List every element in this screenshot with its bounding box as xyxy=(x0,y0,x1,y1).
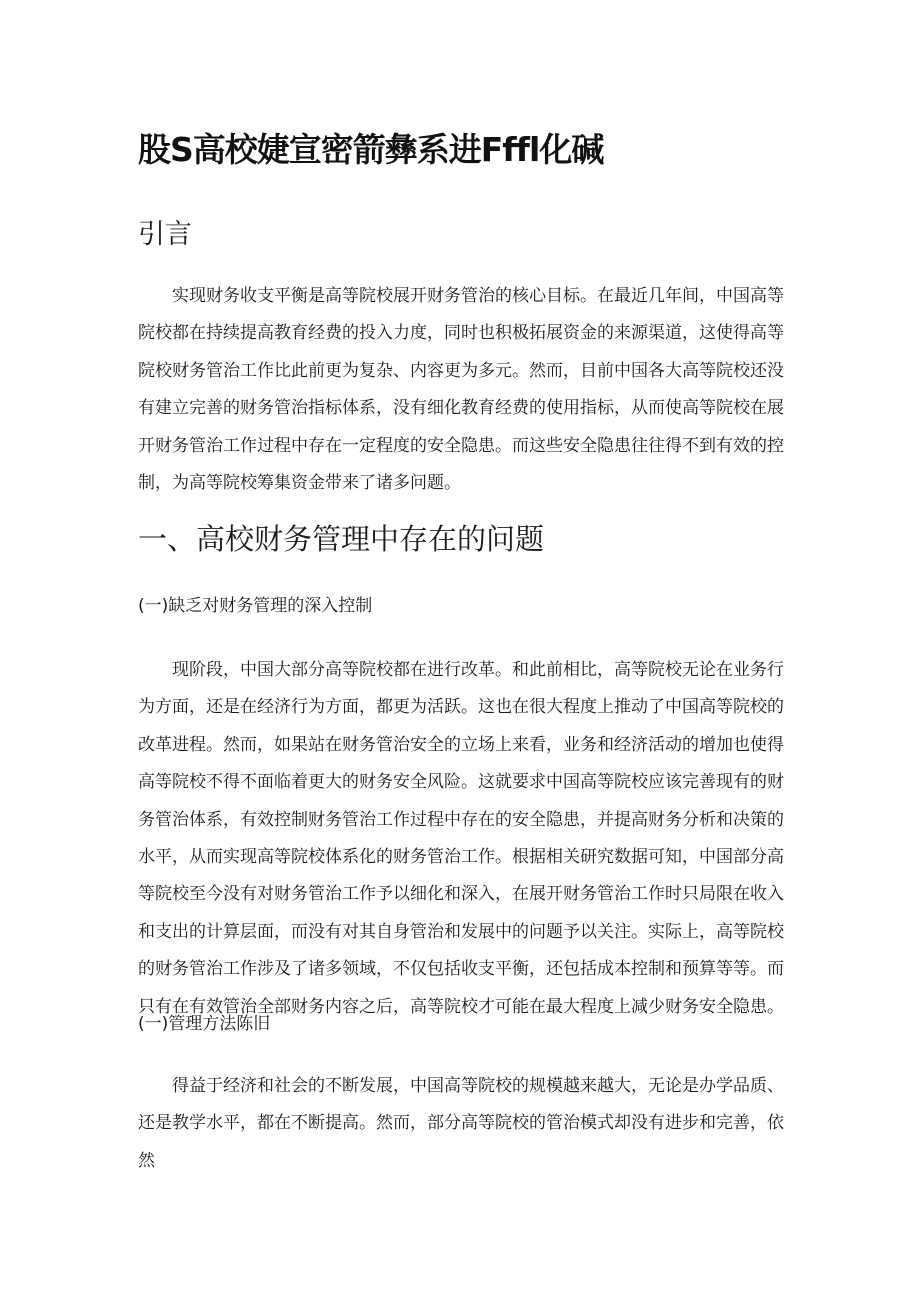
section-heading: 一、高校财务管理中存在的问题 xyxy=(138,522,545,556)
subsection-heading: (一)缺乏对财务管理的深入控制 xyxy=(138,596,373,616)
body-paragraph: 得益于经济和社会的不断发展，中国高等院校的规模越来越大，无论是办学品质、还是教学水平，都在不断提高。然而，部分高等院校的管治模式却没有进步和完善，依然 xyxy=(138,1076,784,1171)
subsection-heading: (一)管理方法陈旧 xyxy=(138,1014,271,1034)
intro-heading: 引言 xyxy=(138,219,192,250)
intro-paragraph: 实现财务收支平衡是高等院校展开财务管治的核心目标。在最近几年间，中国高等院校都在持续提高教育经费的投入力度，同时也积极拓展资金的来源渠道，这使得高等院校财务管治工作比此前更为复杂、内容更为多元。然而，目前中国各大高等院校还没有建立完善的财务管治指标体系，没有细化教育经费的使用指标，从而使高等院校在展开财务管治工作过程中存在一定程度的安全隐患。而这些安全隐患往往得不到有效的控制，为高等院校筹集资金带来了诸多问题。 xyxy=(138,286,784,494)
body-paragraph: 现阶段，中国大部分高等院校都在进行改革。和此前相比，高等院校无论在业务行为方面，还是在经济行为方面，都更为活跃。这也在很大程度上推动了中国高等院校的改革进程。然而，如果站在财务管治安全的立场上来看，业务和经济活动的增加也使得高等院校不得不面临着更大的财务安全风险。这就要求中国高等院校应该完善现有的财务管治体系，有效控制财务管治工作过程中存在的安全隐患，并提高财务分析和决策的水平，从而实现高等院校体系化的财务管治工作。根据相关研究数据可知，中国部分高等院校至今没有对财务管治工作予以细化和深入，在展开财务管治工作时只局限在收入和支出的计算层面，而没有对其自身管治和发展中的问题予以关注。实际上，高等院校的财务管治工作涉及了诸多领域，不仅包括收支平衡，还包括成本控制和预算等等。而只有在有效管治全部财务内容之后，高等院校才可能在最大程度上减少财务安全隐患。 xyxy=(138,660,784,1017)
document-title: 股S高校婕宣密箭彝系进Fffl化碱 xyxy=(138,130,604,169)
